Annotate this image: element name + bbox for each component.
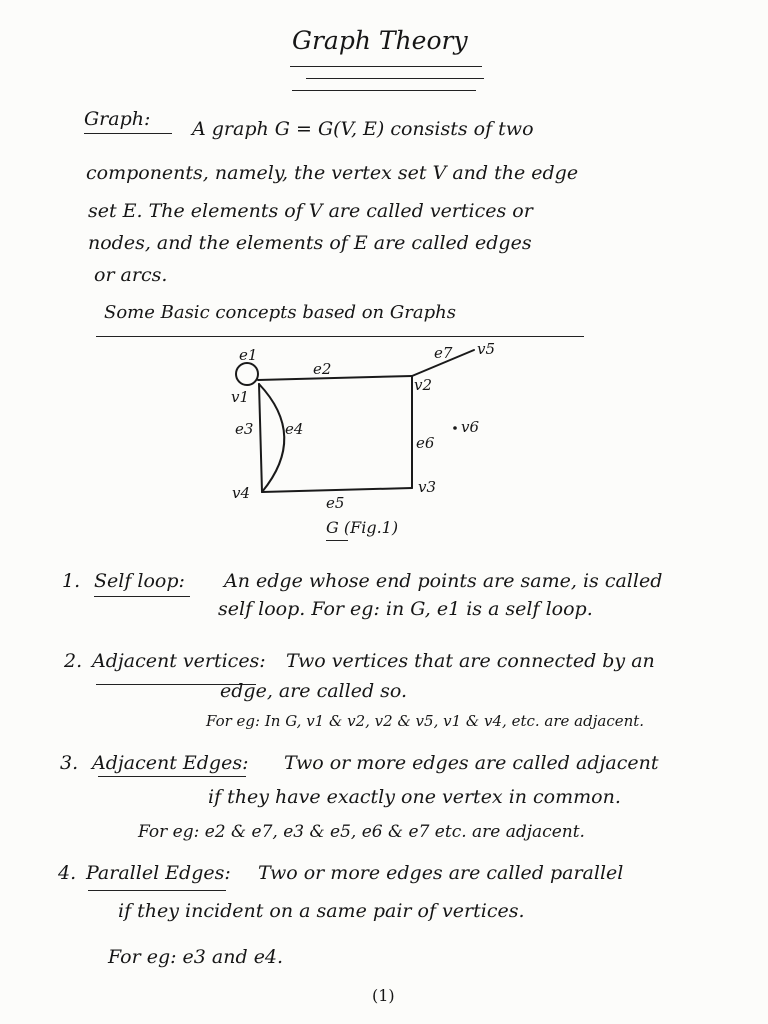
edge-label-e4: e4 xyxy=(285,420,304,438)
page-number: (1) xyxy=(372,986,395,1005)
item-number: 3. xyxy=(60,752,79,774)
item-term: Parallel Edges: xyxy=(86,862,231,884)
definition-line: set E. The elements of V are called vertices or xyxy=(88,200,533,222)
item-term-underline xyxy=(88,890,226,891)
definition-line: nodes, and the elements of E are called edges xyxy=(88,232,532,254)
edge-e4 xyxy=(259,384,284,492)
edge-e5 xyxy=(262,488,412,492)
item-line: Two or more edges are called parallel xyxy=(258,862,624,884)
subheading: Some Basic concepts based on Graphs xyxy=(104,302,456,323)
item-term-underline xyxy=(98,776,246,777)
item-line: edge, are called so. xyxy=(220,680,408,702)
item-number: 4. xyxy=(58,862,77,884)
item-line: For eg: e3 and e4. xyxy=(108,946,284,968)
vertex-label-v6: v6 xyxy=(461,418,480,436)
item-line: Two vertices that are connected by an xyxy=(286,650,655,672)
vertex-label-v3: v3 xyxy=(418,478,437,496)
definition-label: Graph: xyxy=(84,108,151,130)
edge-label-e1: e1 xyxy=(239,346,258,364)
item-number: 2. xyxy=(64,650,83,672)
edge-label-e2: e2 xyxy=(313,360,332,378)
figure-caption-underline xyxy=(326,540,348,541)
vertex-label-v5: v5 xyxy=(477,340,496,358)
definition-line: A graph G = G(V, E) consists of two xyxy=(192,118,534,140)
definition-line: or arcs. xyxy=(94,264,168,286)
item-line: For eg: e2 & e7, e3 & e5, e6 & e7 etc. are adjacent. xyxy=(138,822,585,842)
edge-e1-self-loop xyxy=(236,363,258,385)
vertex-label-v2: v2 xyxy=(414,376,433,394)
item-term: Self loop: xyxy=(94,570,185,592)
edge-label-e6: e6 xyxy=(416,434,435,452)
item-line: self loop. For eg: in G, e1 is a self loop. xyxy=(218,598,593,620)
edge-label-e5: e5 xyxy=(326,494,345,512)
edge-label-e7: e7 xyxy=(434,344,453,362)
vertex-label-v1: v1 xyxy=(231,388,250,406)
item-line: An edge whose end points are same, is called xyxy=(224,570,663,592)
item-term-underline xyxy=(94,596,190,597)
item-line: Two or more edges are called adjacent xyxy=(284,752,659,774)
vertex-v6-dot xyxy=(453,426,457,430)
item-term: Adjacent Edges: xyxy=(92,752,249,774)
item-term: Adjacent vertices: xyxy=(92,650,266,672)
item-line: if they incident on a same pair of vertices. xyxy=(118,900,525,922)
page-title: Graph Theory xyxy=(292,26,468,55)
figure-caption: G (Fig.1) xyxy=(326,518,399,537)
item-line: if they have exactly one vertex in common. xyxy=(208,786,621,808)
vertex-label-v4: v4 xyxy=(232,484,251,502)
item-number: 1. xyxy=(62,570,81,592)
definition-line: components, namely, the vertex set V and the edge xyxy=(86,162,579,184)
edge-e3 xyxy=(259,384,262,492)
item-line: For eg: In G, v1 & v2, v2 & v5, v1 & v4, etc. are adjacent. xyxy=(206,712,645,730)
edge-label-e3: e3 xyxy=(235,420,254,438)
edge-e2 xyxy=(258,376,412,380)
